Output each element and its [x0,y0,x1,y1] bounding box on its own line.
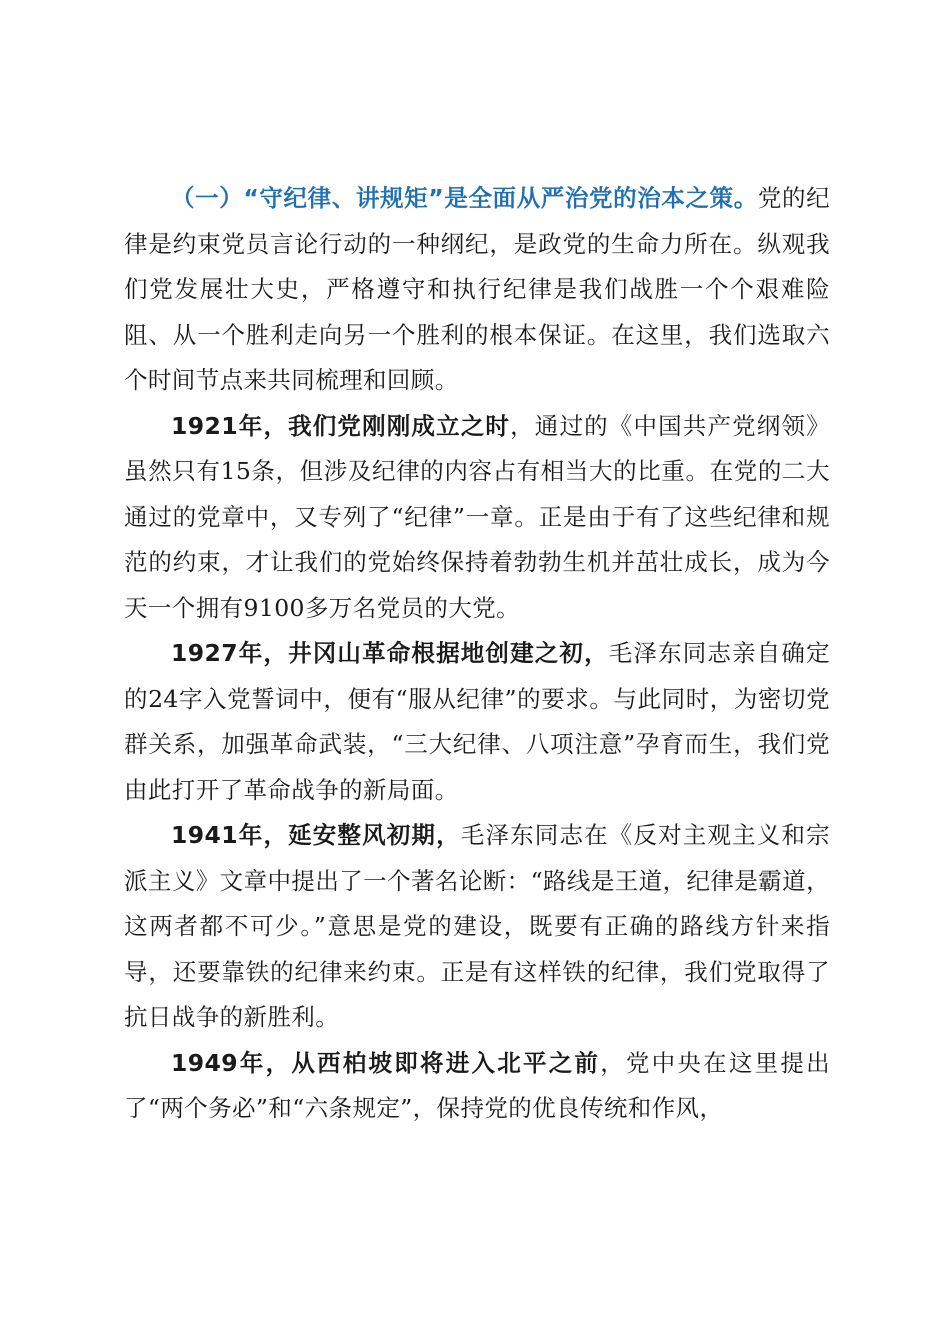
paragraph-lead-1927: 1927年，井冈山革命根据地创建之初， [171,639,609,667]
paragraph-1941 [124,813,830,1041]
paragraph-lead-1941: 1941年，延安整风初期， [171,821,461,849]
paragraph-lead-1949: 1949年，从西柏坡即将进入北平之前 [171,1048,601,1077]
paragraph-text: 党的纪律是约束党员言论行动的一种纲纪，是政党的生命力所在。纵观我们党发展壮大史，严格遵守和执行纪律是我们战胜一个个艰难险阻、从一个胜利走向另一个胜利的根本保证。在这里，我们选取六个时间节点来共同梳理和回顾。 [124,184,830,394]
paragraph-text: ，党中央在这里提出了“两个务必”和“六条规定”，保持党的优良传统和作风， [124,1048,830,1122]
paragraph-1921 [124,404,830,632]
paragraph-text: 毛泽东同志在《反对主观主义和宗派主义》文章中提出了一个著名论断：“路线是王道，纪律是霸道，这两者都不可少。”意思是党的建设，既要有正确的路线方针来指导，还要靠铁的纪律来约束。正是有这样铁的纪律，我们党取得了抗日战争的新胜利。 [124,821,831,1031]
section-heading: （一）“守纪律、讲规矩”是全面从严治党的治本之策。 [171,184,758,212]
paragraph-1949 [124,1041,830,1132]
paragraph-discipline-intro [124,176,830,404]
paragraph-text: 毛泽东同志亲自确定的24字入党誓词中，便有“服从纪律”的要求。与此同时，为密切党群关系，加强革命武装，“三大纪律、八项注意”孕育而生，我们党由此打开了革命战争的新局面。 [124,639,830,804]
paragraph-1927 [124,631,830,813]
paragraph-text: ，通过的《中国共产党纲领》虽然只有15条，但涉及纪律的内容占有相当大的比重。在党的二大通过的党章中，又专列了“纪律”一章。正是由于有了这些纪律和规范的约束，才让我们的党始终保持着勃勃生机并茁壮成长，成为今天一个拥有9100多万名党员的大党。 [124,411,831,622]
paragraph-lead-1921: 1921年，我们党刚刚成立之时 [171,411,511,440]
document-body [124,176,830,1132]
